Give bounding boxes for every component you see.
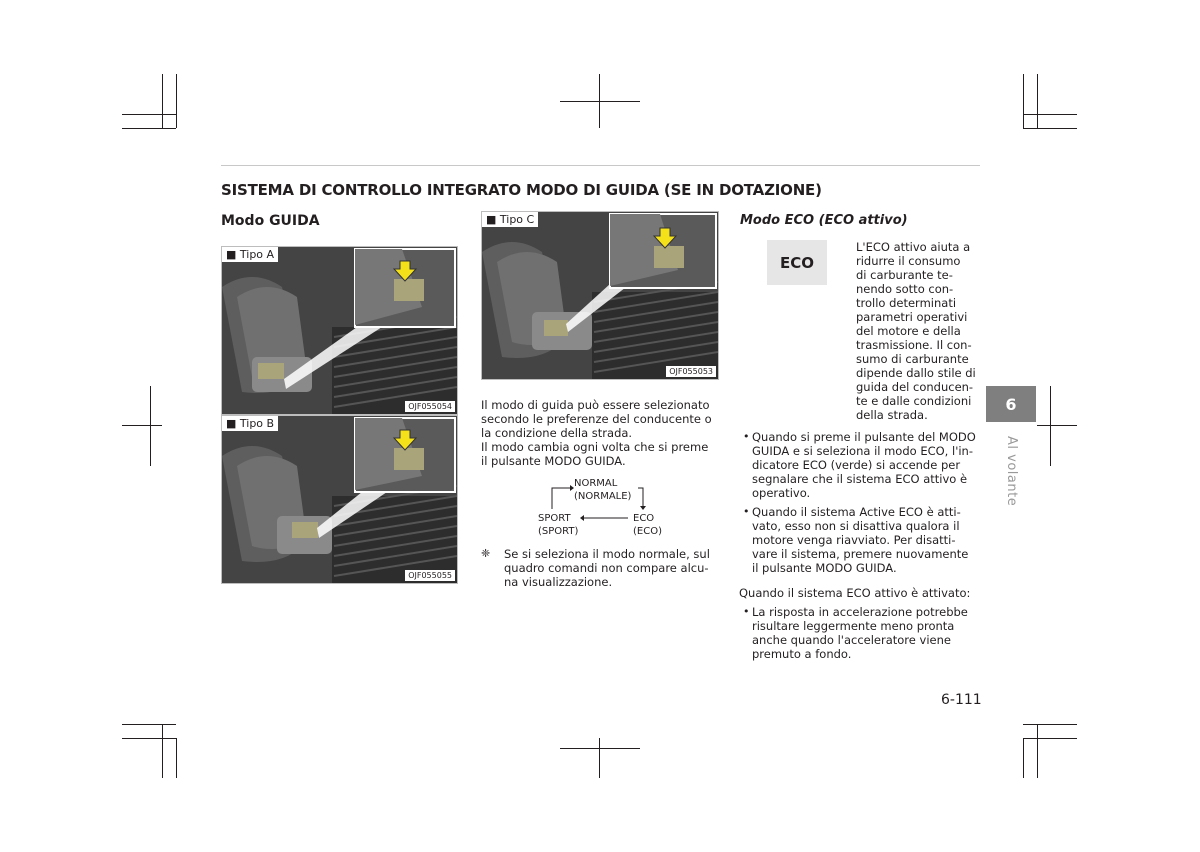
console-illustration xyxy=(482,212,718,379)
bullet-dot: • xyxy=(743,605,750,618)
figure-label: ■ Tipo C xyxy=(482,212,538,227)
crop-mark xyxy=(122,738,176,739)
page-number: 6-111 xyxy=(941,692,982,708)
crop-mark xyxy=(122,114,176,115)
crop-mark xyxy=(122,724,176,725)
crop-mark xyxy=(1037,425,1077,426)
crop-mark xyxy=(1023,738,1024,778)
text-line: premuto a fondo. xyxy=(752,647,852,661)
crop-mark xyxy=(1023,74,1024,128)
text-line: te e dalle condizioni xyxy=(856,394,972,408)
text-line: Se si seleziona il modo normale, sul xyxy=(504,547,710,561)
crop-mark xyxy=(176,74,177,128)
text-line: trollo determinati xyxy=(856,296,957,310)
text-line: Quando il sistema Active ECO è atti- xyxy=(752,505,961,519)
text-line: secondo le preferenze del conducente o xyxy=(481,412,712,426)
crop-mark xyxy=(1023,724,1077,725)
text-line: della strada. xyxy=(856,408,928,422)
text-line: anche quando l'acceleratore viene xyxy=(752,633,951,647)
text-line: motore venga riavviato. Per disatti- xyxy=(752,533,956,547)
figure-code: OJF055053 xyxy=(666,366,716,377)
chapter-label: Al volante xyxy=(1004,436,1019,507)
text-line: vato, esso non si disattiva qualora il xyxy=(752,519,960,533)
bullet-dot: • xyxy=(743,430,750,443)
section-title: SISTEMA DI CONTROLLO INTEGRATO MODO DI GUIDA (SE IN DOTAZIONE) xyxy=(221,181,822,199)
text-line: Quando si preme il pulsante del MODO xyxy=(752,430,976,444)
text-line: sumo di carburante xyxy=(856,352,969,366)
bullet-dot: • xyxy=(743,505,750,518)
figure-tipo-a xyxy=(221,246,458,415)
intro-paragraph xyxy=(481,398,721,468)
console-illustration xyxy=(222,416,457,583)
modo-guida-title: Modo GUIDA xyxy=(221,213,320,229)
text-line: la condizione della strada. xyxy=(481,426,633,440)
eco-activated-heading: Quando il sistema ECO attivo è attivato: xyxy=(739,586,971,600)
mode-eco-translation: (ECO) xyxy=(633,526,662,537)
crop-mark xyxy=(1023,128,1077,129)
text-line: il pulsante MODO GUIDA. xyxy=(481,454,626,468)
crop-mark xyxy=(122,128,176,129)
crop-mark xyxy=(1037,74,1038,128)
crop-mark xyxy=(162,74,163,128)
mode-normal-name: NORMAL xyxy=(574,478,618,489)
mode-normal-translation: (NORMALE) xyxy=(574,491,632,502)
figure-tipo-b xyxy=(221,415,458,584)
crop-mark xyxy=(599,738,600,778)
text-line: di carburante te- xyxy=(856,268,953,282)
text-line: nendo sotto con- xyxy=(856,282,954,296)
note-text xyxy=(504,547,722,589)
crop-mark xyxy=(560,748,640,749)
text-line: vare il sistema, premere nuovamente xyxy=(752,547,969,561)
mode-sport-translation: (SPORT) xyxy=(538,526,579,537)
text-line: Il modo di guida può essere selezionato xyxy=(481,398,710,412)
note-symbol: ❈ xyxy=(481,547,491,560)
header-rule xyxy=(221,165,980,166)
figure-code: OJF055054 xyxy=(405,401,455,412)
text-line: segnalare che il sistema ECO attivo è xyxy=(752,472,968,486)
crop-mark xyxy=(1050,386,1051,466)
crop-mark xyxy=(150,386,151,466)
text-line: trasmissione. Il con- xyxy=(856,338,972,352)
crop-mark xyxy=(176,738,177,778)
text-line: del motore e della xyxy=(856,324,961,338)
eco-section-title: Modo ECO (ECO attivo) xyxy=(740,213,908,228)
crop-mark xyxy=(1023,114,1077,115)
figure-tipo-c xyxy=(481,211,719,380)
figure-label: ■ Tipo B xyxy=(222,416,278,431)
text-line: dicatore ECO (verde) si accende per xyxy=(752,458,961,472)
crop-mark xyxy=(560,101,640,102)
crop-mark xyxy=(162,724,163,778)
chapter-tab: 6 xyxy=(986,386,1036,422)
text-line: GUIDA e si seleziona il modo ECO, l'in- xyxy=(752,444,973,458)
mode-sport-name: SPORT xyxy=(538,513,571,524)
eco-description xyxy=(856,240,978,422)
text-line: ridurre il consumo xyxy=(856,254,961,268)
text-line: L'ECO attivo aiuta a xyxy=(856,240,971,254)
console-illustration xyxy=(222,247,457,414)
text-line: na visualizzazione. xyxy=(504,575,613,589)
text-line: il pulsante MODO GUIDA. xyxy=(752,561,897,575)
crop-mark xyxy=(1037,724,1038,778)
text-line: Il modo cambia ogni volta che si preme xyxy=(481,440,709,454)
eco-button-icon: ECO xyxy=(767,240,827,285)
bullet-text xyxy=(752,505,980,575)
crop-mark xyxy=(122,425,162,426)
text-line: risultare leggermente meno pronta xyxy=(752,619,955,633)
text-line: La risposta in accelerazione potrebbe xyxy=(752,605,968,619)
text-line: guida del conducen- xyxy=(856,380,974,394)
mode-cycle-diagram xyxy=(536,476,676,540)
text-line: dipende dallo stile di xyxy=(856,366,976,380)
text-line: parametri operativi xyxy=(856,310,968,324)
mode-cycle-arrows xyxy=(536,476,676,540)
text-line: operativo. xyxy=(752,486,811,500)
figure-label: ■ Tipo A xyxy=(222,247,278,262)
figure-code: OJF055055 xyxy=(405,570,455,581)
text-line: quadro comandi non compare alcu- xyxy=(504,561,709,575)
bullet-text xyxy=(752,605,980,661)
crop-mark xyxy=(1023,738,1077,739)
mode-eco-name: ECO xyxy=(633,513,655,524)
bullet-text xyxy=(752,430,980,500)
